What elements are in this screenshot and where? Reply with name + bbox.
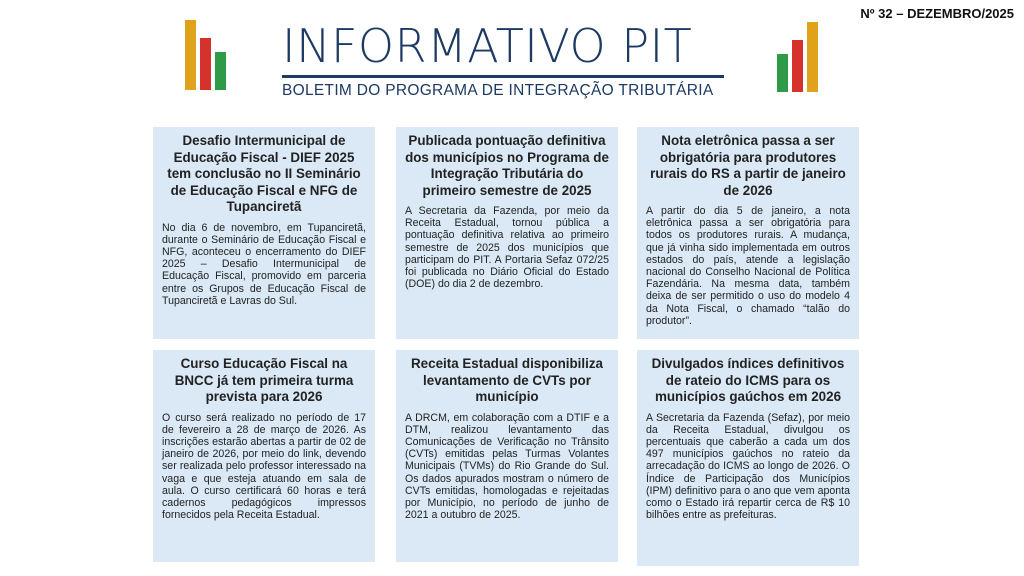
- card-title: Divulgados índices definitivos de rateio do ICMS para os municípios gaúchos em 2026: [651, 356, 845, 404]
- news-card-curso-bncc: [153, 350, 375, 562]
- logo-bar-green: [777, 54, 788, 92]
- card-body: A DRCM, em colaboração com a DTIF e a DTM, realizou levantamento das Comunicações de Verificação no Trânsito (CVTs) emitidas pelas Turmas Volantes Municipais (TVMs) do Rio Grande do Sul. Os dados apurados mostram o número de CVTs emitidas, homologadas e rejeitadas por Município, no período de junho de 2021 a outubro de 2025.: [405, 411, 609, 522]
- issue-number: Nº 32 – DEZEMBRO/2025: [860, 6, 1014, 21]
- logo-bars-left: [185, 18, 226, 90]
- card-body: No dia 6 de novembro, em Tupanciretã, durante o Seminário de Educação Fiscal e NFG, aconteceu o encerramento do DIEF 2025 – Desafio Intermunicipal de Educação Fiscal, promovido em parceria entre os Grupos de Educação Fiscal de Tupanciretã e Lavras do Sul.: [162, 221, 366, 307]
- card-title: Nota eletrônica passa a ser obrigatória para produtores rurais do RS a partir de janeiro de 2026: [650, 133, 846, 198]
- logo-bar-green: [215, 52, 226, 90]
- card-body: A Secretaria da Fazenda, por meio da Receita Estadual, tornou pública a pontuação definitiva relativa ao primeiro semestre de 2025 dos municípios que participam do PIT. A Portaria Sefaz 072/25 foi publicada no Diário Oficial do Estado (DOE) do dia 2 de dezembro.: [405, 205, 609, 291]
- card-title: Curso Educação Fiscal na BNCC já tem primeira turma prevista para 2026: [174, 356, 354, 404]
- card-title: Receita Estadual disponibiliza levantamento de CVTs por município: [411, 356, 603, 404]
- logo-bar-red: [200, 38, 211, 90]
- logo-bar-red: [792, 40, 803, 92]
- page-title: INFORMATIVO PIT: [282, 19, 693, 73]
- news-card-pontuacao: [396, 127, 618, 339]
- card-title: Publicada pontuação definitiva dos municípios no Programa de Integração Tributária do primeiro semestre de 2025: [405, 133, 609, 198]
- card-body: A Secretaria da Fazenda (Sefaz), por meio da Receita Estadual, divulgou os percentuais que caberão a cada um dos 497 municípios gaúchos no rateio da arrecadação do ICMS ao longo de 2026. O Índice de Participação dos Municípios (IPM) definitivo para o ano que vem aponta como o Estado irá repartir cerca de R$ 10 bilhões entre as prefeituras.: [646, 411, 850, 522]
- page-subtitle: BOLETIM DO PROGRAMA DE INTEGRAÇÃO TRIBUTÁRIA: [282, 82, 714, 99]
- card-title: Desafio Intermunicipal de Educação Fiscal - DIEF 2025 tem conclusão no II Seminário de Educação Fiscal e NFG de Tupanciretã: [167, 133, 361, 214]
- news-card-dief: [153, 127, 375, 339]
- logo-bar-yellow: [185, 20, 196, 90]
- title-divider: [282, 75, 724, 78]
- news-card-cvts: [396, 350, 618, 562]
- card-body: A partir do dia 5 de janeiro, a nota eletrônica passa a ser obrigatória para todos os produtores rurais. A mudança, que já vinha sido implementada em outros estados do país, atende a legislação nacional do Conselho Nacional de Política Fazendária. Na mesma data, também deixa de ser permitido o uso do modelo 4 da Nota Fiscal, o chamado “talão do produtor”.: [646, 205, 850, 327]
- news-card-icms: [637, 350, 859, 566]
- news-card-nota-eletronica: [637, 127, 859, 339]
- logo-bar-yellow: [807, 22, 818, 92]
- card-body: O curso será realizado no período de 17 de fevereiro a 28 de março de 2026. As inscrições estarão abertas a partir de 02 de janeiro de 2026, por meio do link, devendo ser realizada pelo professor interessado na vaga e que esteja atuando em sala de aula. O curso certificará 60 horas e terá cadernos pedagógicos impressos fornecidos pela Receita Estadual.: [162, 411, 366, 522]
- logo-bars-right: [777, 20, 818, 92]
